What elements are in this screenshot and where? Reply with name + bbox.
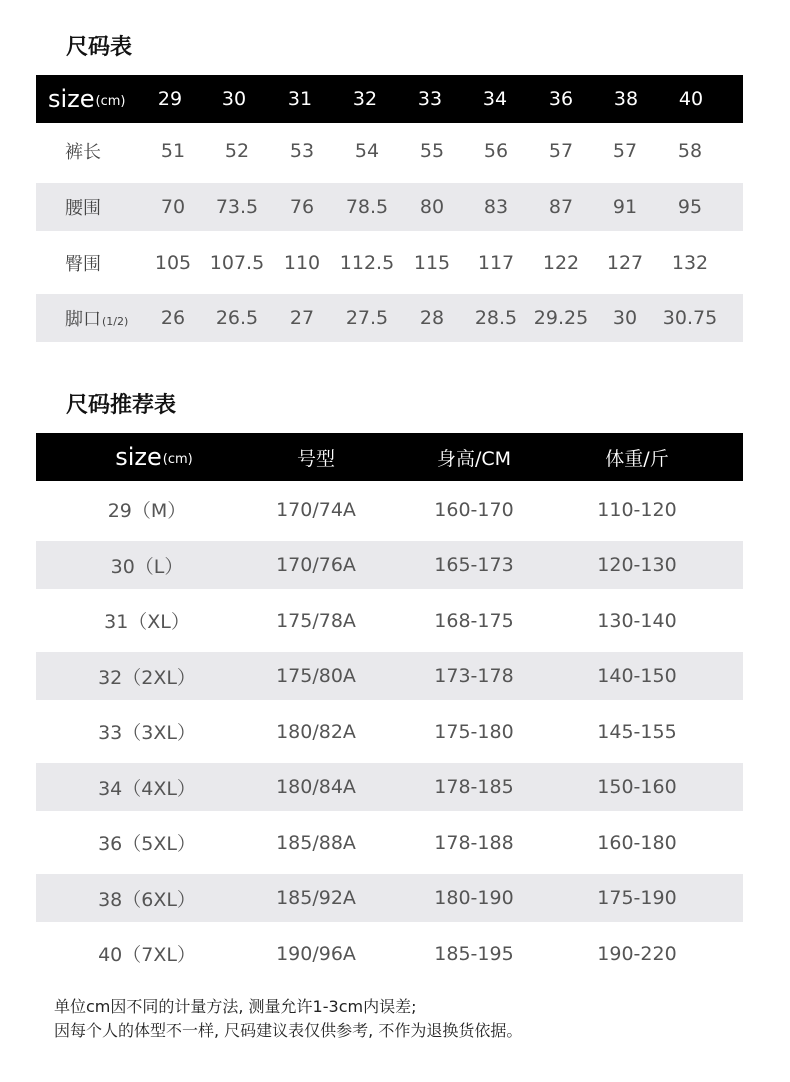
recommend-type-cell: 175/78A [276, 609, 356, 632]
size-cell: 78.5 [345, 196, 389, 218]
recommend-type-cell: 190/96A [276, 942, 356, 965]
size-cell: 30 [612, 307, 638, 329]
size-row-label [65, 123, 101, 178]
recommend-type-cell: 170/76A [276, 554, 356, 576]
recommend-header-size-main: size [115, 443, 162, 471]
recommend-weight-cell: 160-180 [597, 831, 677, 854]
recommend-weight-cell: 130-140 [597, 609, 677, 632]
size-cell: 53 [289, 139, 315, 162]
note-line-2: 因每个人的体型不一样, 尺码建议表仅供参考, 不作为退换货依据。 [54, 1021, 523, 1040]
size-cell: 76 [289, 196, 315, 218]
recommend-weight-cell: 175-190 [597, 887, 677, 909]
size-cell: 87 [548, 196, 574, 218]
size-cell: 122 [542, 251, 580, 274]
size-cell: 27 [289, 307, 315, 329]
size-cell: 26.5 [215, 307, 259, 329]
size-row [36, 235, 743, 290]
recommend-header-size-unit: (cm) [162, 451, 193, 467]
row-label-suffix: (1/2) [102, 314, 129, 328]
recommend-row [36, 815, 743, 870]
recommend-height-cell: 178-185 [434, 776, 514, 798]
recommend-row [36, 652, 743, 700]
size-cell: 127 [606, 251, 644, 274]
recommend-size-cell: 34（4XL） [98, 777, 196, 800]
size-row-label [65, 294, 128, 342]
recommend-chart-title: 尺码推荐表 [66, 393, 177, 418]
size-cell: 57 [548, 139, 574, 162]
size-cell: 132 [671, 251, 709, 274]
size-header-cell: 30 [221, 88, 247, 110]
size-header-cell: 38 [613, 88, 639, 110]
recommend-size-cell: 33（3XL） [98, 722, 196, 744]
recommend-header-size [115, 433, 193, 481]
size-header-label [48, 75, 126, 123]
recommend-height-cell: 178-188 [434, 831, 514, 854]
recommend-row [36, 763, 743, 811]
recommend-weight-cell: 145-155 [597, 720, 677, 743]
size-cell: 107.5 [209, 251, 265, 274]
size-header-cell: 34 [482, 88, 508, 110]
recommend-type-cell: 185/88A [276, 831, 356, 854]
size-cell: 51 [160, 139, 186, 162]
size-cell: 56 [483, 139, 509, 162]
size-cell: 115 [413, 251, 451, 274]
size-header-unit: (cm) [95, 93, 126, 109]
recommend-type-cell: 170/74A [276, 498, 356, 521]
size-header-cell: 29 [157, 88, 183, 110]
size-cell: 27.5 [345, 307, 389, 329]
size-cell: 73.5 [215, 196, 259, 218]
recommend-size-cell: 32（2XL） [98, 666, 196, 689]
recommend-weight-cell: 190-220 [597, 942, 677, 965]
recommend-type-cell: 180/84A [276, 776, 356, 798]
size-cell: 29.25 [533, 307, 589, 329]
size-header-cell: 31 [287, 88, 313, 110]
recommend-size-cell: 30（L） [110, 555, 184, 578]
recommend-weight-cell: 110-120 [597, 498, 677, 521]
recommend-height-cell: 165-173 [434, 554, 514, 576]
size-header-cell: 36 [548, 88, 574, 110]
size-cell: 26 [160, 307, 186, 329]
size-cell: 83 [483, 196, 509, 218]
recommend-height-cell: 185-195 [434, 942, 514, 965]
recommend-row [36, 704, 743, 759]
recommend-height-cell: 175-180 [434, 720, 514, 743]
recommend-size-cell: 29（M） [107, 500, 187, 522]
row-label-text: 脚口 [65, 309, 101, 330]
recommend-type-cell: 180/82A [276, 720, 356, 743]
recommend-header-type: 号型 [296, 447, 335, 470]
size-header-cell: 32 [352, 88, 378, 110]
size-cell: 28.5 [474, 307, 518, 329]
size-cell: 28 [419, 307, 445, 329]
recommend-header [36, 433, 743, 481]
size-row [36, 183, 743, 231]
recommend-size-cell: 36（5XL） [98, 833, 196, 855]
recommend-row [36, 593, 743, 648]
size-header-cell: 33 [417, 88, 443, 110]
recommend-size-cell: 40（7XL） [98, 944, 196, 966]
recommend-header-weight: 体重/斤 [605, 447, 669, 470]
size-row [36, 123, 743, 178]
size-cell: 105 [154, 251, 192, 274]
size-cell: 30.75 [662, 307, 718, 329]
size-header-main: size [48, 85, 95, 113]
size-cell: 55 [419, 139, 445, 162]
recommend-type-cell: 185/92A [276, 887, 356, 909]
recommend-type-cell: 175/80A [276, 665, 356, 687]
row-label-text: 腰围 [65, 198, 101, 219]
size-chart-title: 尺码表 [66, 35, 133, 60]
size-cell: 54 [354, 139, 380, 162]
size-cell: 57 [612, 139, 638, 162]
size-row-label [65, 183, 101, 231]
size-cell: 91 [612, 196, 638, 218]
size-row-label [65, 235, 101, 290]
recommend-weight-cell: 140-150 [597, 665, 677, 687]
row-label-text: 臀围 [65, 253, 101, 275]
size-row [36, 294, 743, 342]
size-cell: 52 [224, 139, 250, 162]
recommend-height-cell: 160-170 [434, 498, 514, 521]
recommend-row [36, 926, 743, 981]
recommend-row [36, 874, 743, 922]
size-header-cell: 40 [678, 88, 704, 110]
size-cell: 80 [419, 196, 445, 218]
note-line-1: 单位cm因不同的计量方法, 测量允许1-3cm内误差; [54, 997, 417, 1016]
recommend-size-cell: 38（6XL） [98, 888, 196, 911]
recommend-chart-table [36, 433, 743, 981]
recommend-row [36, 482, 743, 537]
recommend-height-cell: 168-175 [434, 609, 514, 632]
recommend-weight-cell: 150-160 [597, 776, 677, 798]
size-cell: 70 [160, 196, 186, 218]
recommend-header-height: 身高/CM [436, 447, 512, 470]
recommend-weight-cell: 120-130 [597, 554, 677, 576]
size-cell: 110 [283, 251, 321, 274]
size-cell: 117 [477, 251, 515, 274]
size-cell: 95 [677, 196, 703, 218]
recommend-row [36, 541, 743, 589]
recommend-height-cell: 173-178 [434, 665, 514, 687]
size-chart-table [36, 75, 743, 342]
size-cell: 112.5 [339, 251, 395, 274]
recommend-size-cell: 31（XL） [104, 611, 190, 633]
row-label-text: 裤长 [65, 141, 101, 163]
size-cell: 58 [677, 139, 703, 162]
size-chart-header [36, 75, 743, 123]
recommend-height-cell: 180-190 [434, 887, 514, 909]
